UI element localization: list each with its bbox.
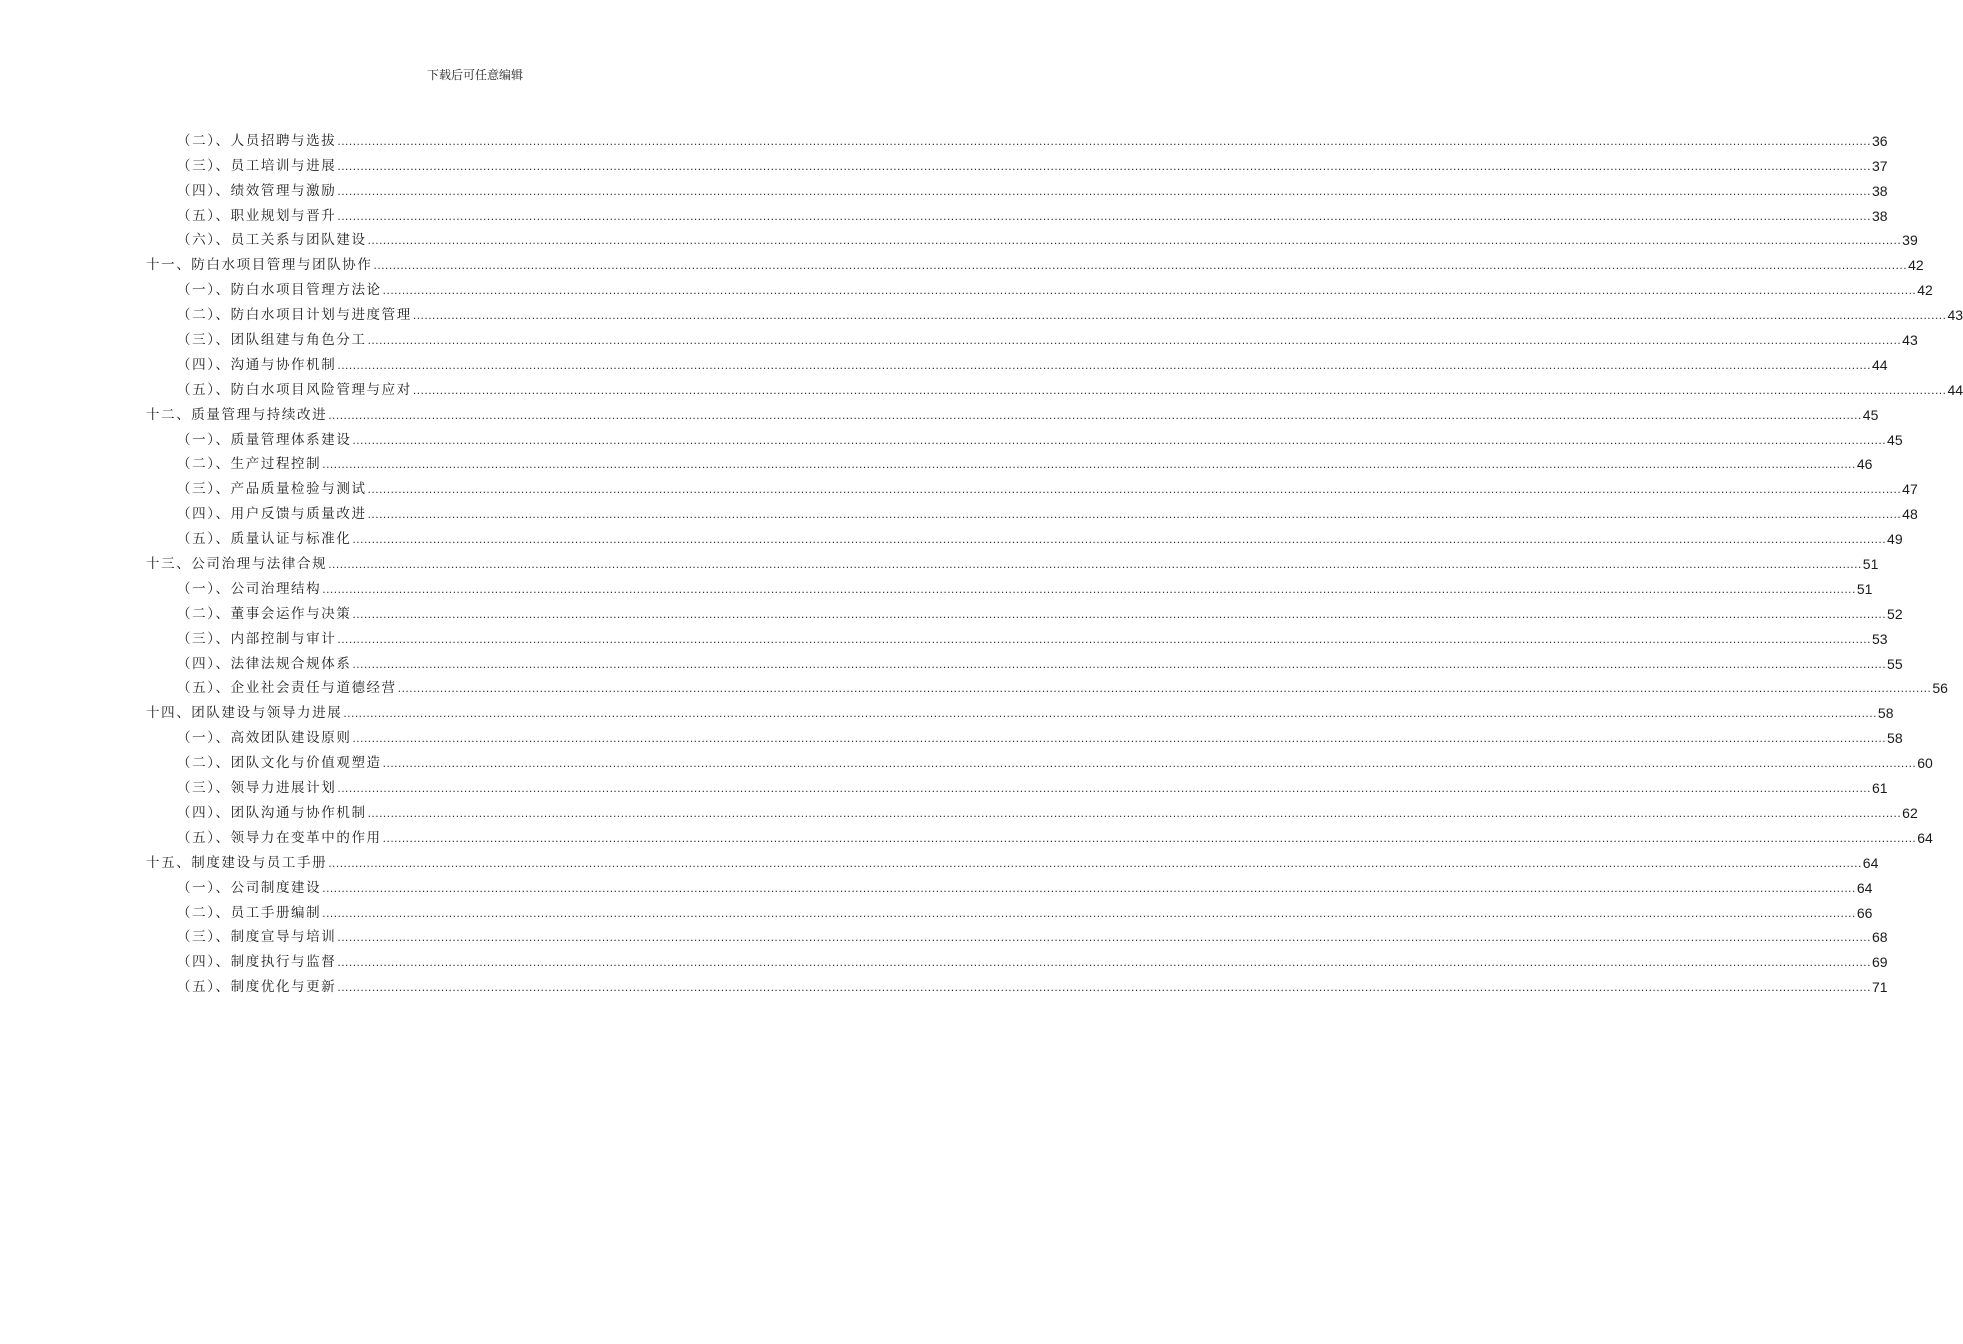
toc-entry-title: （四）、沟通与协作机制 [177,356,337,373]
toc-dot-leader: ................................................................................................................................................................................................................................................................................................................................................................................................................ [412,308,1947,323]
toc-dot-leader: ................................................................................................................................................................................................................................................................................................................................................................................................................ [337,183,1871,198]
toc-entry-title: 十五、制度建设与员工手册 [146,854,328,871]
toc-entry[interactable] [146,324,1918,349]
toc-entry[interactable] [146,747,1933,772]
toc-entry-title: 十一、防白水项目管理与团队协作 [146,257,373,274]
toc-entry[interactable] [146,897,1873,922]
toc-entry-page-number: 55 [1887,655,1903,672]
toc-dot-leader: ................................................................................................................................................................................................................................................................................................................................................................................................................ [367,805,1902,820]
toc-entry-page-number: 46 [1856,456,1873,473]
toc-entry-title: 十三、公司治理与法律合规 [146,556,328,573]
toc-entry-title: （一）、公司制度建设 [177,879,322,896]
toc-entry-page-number: 43 [1947,307,1963,324]
toc-entry-title: （四）、团队沟通与协作机制 [177,804,367,821]
toc-dot-leader: ................................................................................................................................................................................................................................................................................................................................................................................................................ [382,830,1917,845]
toc-entry-page-number: 61 [1871,780,1888,797]
toc-entry-page-number: 42 [1908,257,1924,274]
toc-dot-leader: ................................................................................................................................................................................................................................................................................................................................................................................................................ [322,457,1856,472]
toc-entry-title: （一）、高效团队建设原则 [177,730,352,747]
toc-entry-title: （一）、公司治理结构 [177,580,322,597]
toc-entry-page-number: 64 [1856,879,1873,896]
toc-entry[interactable] [146,249,1924,274]
toc-dot-leader: ................................................................................................................................................................................................................................................................................................................................................................................................................ [322,905,1856,920]
toc-entry-page-number: 38 [1871,207,1888,224]
toc-dot-leader: ................................................................................................................................................................................................................................................................................................................................................................................................................ [337,133,1871,148]
toc-entry-title: （六）、员工关系与团队建设 [177,232,367,249]
page-header: 下载后可任意编辑 [426,68,523,82]
toc-dot-leader: ................................................................................................................................................................................................................................................................................................................................................................................................................ [337,930,1871,945]
toc-entry-page-number: 37 [1871,157,1888,174]
toc-entry[interactable] [146,772,1888,797]
toc-entry[interactable] [146,797,1918,822]
toc-entry-page-number: 45 [1887,431,1903,448]
toc-entry-title: （二）、员工手册编制 [177,904,322,921]
toc-entry-title: （五）、制度优化与更新 [177,979,337,996]
toc-dot-leader: ................................................................................................................................................................................................................................................................................................................................................................................................................ [322,581,1856,596]
toc-entry-page-number: 44 [1871,356,1888,373]
toc-entry[interactable] [146,722,1903,747]
toc-entry-title: （二）、防白水项目计划与进度管理 [177,307,412,324]
toc-entry-title: （三）、领导力进展计划 [177,780,337,797]
toc-entry[interactable] [146,922,1888,947]
toc-dot-leader: ................................................................................................................................................................................................................................................................................................................................................................................................................ [337,208,1871,223]
toc-entry-title: 十四、团队建设与领导力进展 [146,705,343,722]
toc-dot-leader: ................................................................................................................................................................................................................................................................................................................................................................................................................ [337,158,1871,173]
toc-entry[interactable] [146,150,1888,175]
toc-dot-leader: ................................................................................................................................................................................................................................................................................................................................................................................................................ [367,333,1902,348]
toc-entry[interactable] [146,822,1933,847]
toc-entry-page-number: 64 [1862,854,1879,871]
toc-entry-page-number: 62 [1902,804,1918,821]
toc-entry[interactable] [146,498,1918,523]
toc-entry[interactable] [146,424,1903,449]
toc-entry[interactable] [146,847,1879,872]
toc-entry-page-number: 43 [1902,332,1918,349]
toc-entry-page-number: 47 [1902,481,1918,498]
toc-entry[interactable] [146,548,1879,573]
toc-entry-title: （四）、绩效管理与激励 [177,182,337,199]
toc-dot-leader: ................................................................................................................................................................................................................................................................................................................................................................................................................ [382,756,1917,771]
toc-entry-title: （三）、内部控制与审计 [177,630,337,647]
toc-entry-page-number: 39 [1902,232,1918,249]
toc-dot-leader: ................................................................................................................................................................................................................................................................................................................................................................................................................ [337,357,1871,372]
toc-entry[interactable] [146,648,1903,673]
toc-entry-title: （二）、人员招聘与选拔 [177,132,337,149]
toc-dot-leader: ................................................................................................................................................................................................................................................................................................................................................................................................................ [337,631,1871,646]
toc-entry-title: （二）、董事会运作与决策 [177,605,352,622]
toc-entry-page-number: 60 [1917,755,1933,772]
toc-dot-leader: ................................................................................................................................................................................................................................................................................................................................................................................................................ [352,532,1887,547]
toc-entry-title: （五）、职业规划与晋升 [177,207,337,224]
toc-entry-page-number: 53 [1871,630,1888,647]
toc-entry-page-number: 45 [1862,406,1879,423]
toc-dot-leader: ................................................................................................................................................................................................................................................................................................................................................................................................................ [382,283,1917,298]
toc-entry-page-number: 66 [1856,904,1873,921]
toc-entry-page-number: 68 [1871,929,1888,946]
toc-dot-leader: ................................................................................................................................................................................................................................................................................................................................................................................................................ [322,880,1856,895]
toc-entry-page-number: 58 [1877,705,1894,722]
toc-dot-leader: ................................................................................................................................................................................................................................................................................................................................................................................................................ [337,781,1871,796]
toc-entry[interactable] [146,399,1879,424]
toc-entry[interactable] [146,449,1873,474]
toc-entry[interactable] [146,225,1918,250]
toc-entry-title: （三）、产品质量检验与测试 [177,481,367,498]
toc-entry[interactable] [146,175,1888,200]
toc-dot-leader: ................................................................................................................................................................................................................................................................................................................................................................................................................ [367,507,1902,522]
toc-entry-title: （五）、企业社会责任与道德经营 [177,680,397,697]
toc-entry[interactable] [146,971,1888,996]
toc-dot-leader: ................................................................................................................................................................................................................................................................................................................................................................................................................ [343,706,1877,721]
toc-entry[interactable] [146,200,1888,225]
toc-dot-leader: ................................................................................................................................................................................................................................................................................................................................................................................................................ [352,606,1887,621]
toc-entry[interactable] [146,349,1888,374]
toc-entry-page-number: 48 [1902,506,1918,523]
toc-entry[interactable] [146,473,1918,498]
toc-dot-leader: ................................................................................................................................................................................................................................................................................................................................................................................................................ [328,407,1862,422]
toc-entry-title: （二）、生产过程控制 [177,456,322,473]
toc-entry-title: （四）、制度执行与监督 [177,954,337,971]
toc-entry-title: （三）、团队组建与角色分工 [177,332,367,349]
toc-entry[interactable] [146,374,1963,399]
toc-entry[interactable] [146,673,1948,698]
toc-dot-leader: ................................................................................................................................................................................................................................................................................................................................................................................................................ [352,656,1887,671]
toc-entry[interactable] [146,872,1873,897]
toc-entry-title: （一）、防白水项目管理方法论 [177,282,382,299]
toc-entry-title: （二）、团队文化与价值观塑造 [177,755,382,772]
toc-entry-title: （四）、法律法规合规体系 [177,655,352,672]
toc-entry[interactable] [146,299,1963,324]
toc-dot-leader: ................................................................................................................................................................................................................................................................................................................................................................................................................ [397,681,1932,696]
toc-dot-leader: ................................................................................................................................................................................................................................................................................................................................................................................................................ [328,855,1862,870]
toc-dot-leader: ................................................................................................................................................................................................................................................................................................................................................................................................................ [373,258,1908,273]
toc-entry-title: （五）、领导力在变革中的作用 [177,829,382,846]
toc-entry[interactable] [146,125,1888,150]
toc-entry-title: （五）、质量认证与标准化 [177,531,352,548]
toc-entry-title: 十二、质量管理与持续改进 [146,406,328,423]
toc-entry-page-number: 64 [1917,829,1933,846]
toc-dot-leader: ................................................................................................................................................................................................................................................................................................................................................................................................................ [337,955,1871,970]
toc-entry-title: （一）、质量管理体系建设 [177,431,352,448]
toc-dot-leader: ................................................................................................................................................................................................................................................................................................................................................................................................................ [352,731,1887,746]
toc-entry-title: （五）、防白水项目风险管理与应对 [177,381,412,398]
toc-entry-title: （三）、制度宣导与培训 [177,929,337,946]
toc-dot-leader: ................................................................................................................................................................................................................................................................................................................................................................................................................ [367,482,1902,497]
toc-entry-page-number: 49 [1887,531,1903,548]
toc-entry[interactable] [146,697,1894,722]
toc-dot-leader: ................................................................................................................................................................................................................................................................................................................................................................................................................ [328,557,1862,572]
toc-entry[interactable] [146,274,1933,299]
toc-dot-leader: ................................................................................................................................................................................................................................................................................................................................................................................................................ [337,980,1871,995]
toc-entry[interactable] [146,523,1903,548]
toc-dot-leader: ................................................................................................................................................................................................................................................................................................................................................................................................................ [412,382,1947,397]
toc-entry-page-number: 58 [1887,730,1903,747]
toc-entry-page-number: 71 [1871,979,1888,996]
toc-entry[interactable] [146,573,1873,598]
toc-entry-title: （四）、用户反馈与质量改进 [177,506,367,523]
toc-entry-page-number: 51 [1862,556,1879,573]
table-of-contents [146,125,1963,996]
toc-entry-page-number: 69 [1871,954,1888,971]
toc-entry[interactable] [146,623,1888,648]
toc-entry-page-number: 51 [1856,580,1873,597]
toc-entry[interactable] [146,598,1903,623]
toc-entry-page-number: 38 [1871,182,1888,199]
toc-dot-leader: ................................................................................................................................................................................................................................................................................................................................................................................................................ [367,233,1902,248]
toc-entry-page-number: 56 [1932,680,1948,697]
toc-entry[interactable] [146,946,1888,971]
toc-entry-title: （三）、员工培训与进展 [177,157,337,174]
toc-entry-page-number: 52 [1887,605,1903,622]
toc-dot-leader: ................................................................................................................................................................................................................................................................................................................................................................................................................ [352,432,1887,447]
toc-entry-page-number: 36 [1871,132,1888,149]
toc-entry-page-number: 42 [1917,282,1933,299]
toc-entry-page-number: 44 [1947,381,1963,398]
